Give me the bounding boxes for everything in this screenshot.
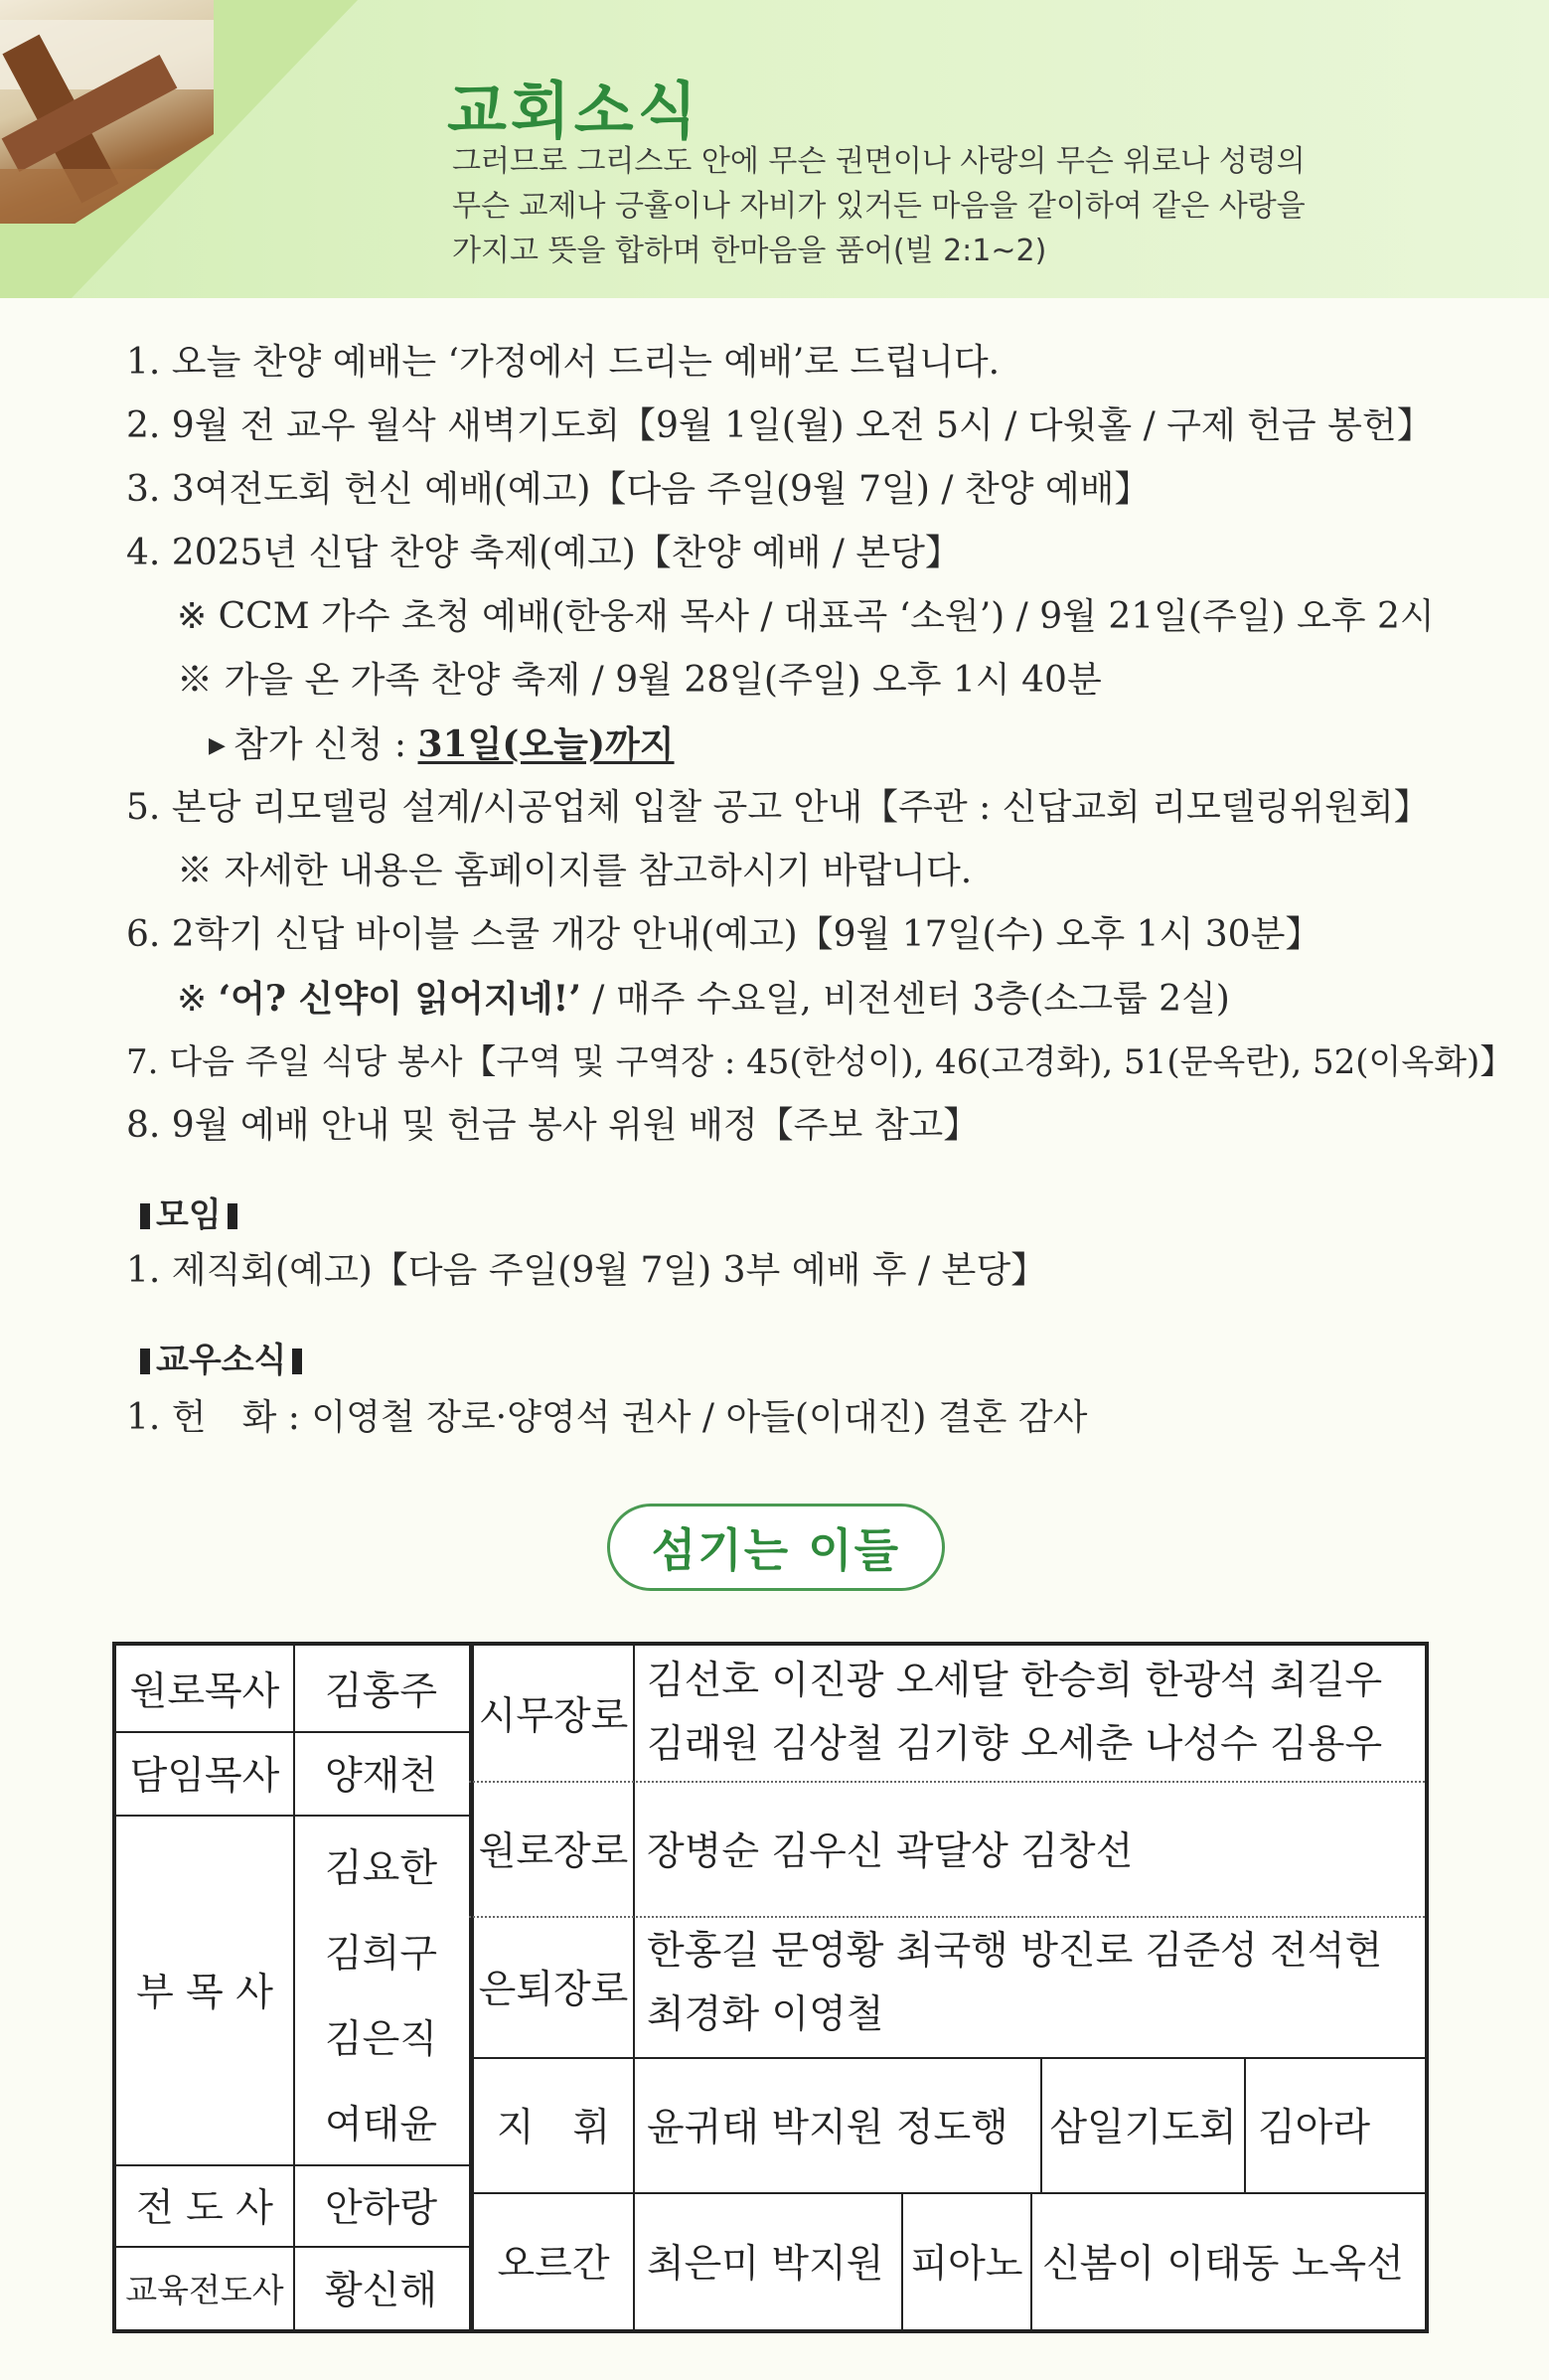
- conductor-names: 윤귀태 박지원 정도행: [647, 2106, 1008, 2150]
- conductor-label: 지 휘: [496, 2106, 611, 2150]
- announcement-item: 2. 9월 전 교우 월삭 새벽기도회【9월 1일(월) 오전 5시 / 다윗홀 / 구제 헌금 봉헌】: [126, 405, 1433, 446]
- announcement-item: 3. 3여전도회 헌신 예배(예고)【다음 주일(9월 7일) / 찬양 예배】: [126, 469, 1151, 510]
- retired-elders-label: 은퇴장로: [478, 1968, 629, 2012]
- announcement-item: 1. 오늘 찬양 예배는 ‘가정에서 드리는 예배’로 드립니다.: [126, 342, 1001, 383]
- staff-table: [112, 1642, 1429, 2333]
- meeting-item: 1. 제직회(예고)【다음 주일(9월 7일) 3부 예배 후 / 본당】: [126, 1250, 1047, 1291]
- emeritus-elders-label: 원로장로: [478, 1829, 629, 1874]
- announcement-item: 7. 다음 주일 식당 봉사【구역 및 구역장 : 45(한성이), 46(고경화), 51(문옥란), 52(이옥화)】: [126, 1042, 1514, 1082]
- serving-elders-names: 김선호 이진광 오세달 한승희 한광석 최길우 김래원 김상철 김기향 오세춘 나성수 김용우: [647, 1659, 1383, 1767]
- apply-note: [209, 720, 675, 774]
- verse-line: 그러므로 그리스도 안에 무슨 권면이나 사랑의 무슨 위로나 성령의: [452, 144, 1306, 179]
- education-evangelist-label: 교육전도사: [125, 2270, 284, 2309]
- emeritus-elders-names: 장병순 김우신 곽달상 김창선: [647, 1829, 1134, 1874]
- arrow-right-icon: ▶: [209, 733, 226, 758]
- cross-bible-image: [0, 0, 214, 224]
- servers-heading: 섬기는 이들: [607, 1504, 945, 1591]
- wednesday-prayer-name: 김아라: [1258, 2106, 1371, 2150]
- announcement-item: 6. 2학기 신답 바이블 스쿨 개강 안내(예고)【9월 17일(수) 오후 1시 30분】: [126, 914, 1321, 955]
- announcement-item: 8. 9월 예배 안내 및 헌금 봉사 위원 배정【주보 참고】: [126, 1105, 980, 1146]
- evangelist-name: 안하랑: [324, 2186, 438, 2231]
- apply-deadline: 31일(오늘)까지: [417, 723, 675, 765]
- announcement-note: [177, 975, 1230, 1024]
- header-banner: [0, 0, 1549, 298]
- emeritus-pastor-label: 원로목사: [129, 1669, 280, 1714]
- senior-pastor-name: 양재천: [324, 1754, 438, 1799]
- associate-pastor-name: 김은직: [324, 2017, 438, 2062]
- associate-pastor-name: 여태윤: [324, 2103, 438, 2147]
- apply-label: 참가 신청 :: [232, 724, 407, 765]
- page-title: 교회소식: [447, 75, 701, 147]
- scripture-verse: [452, 139, 1446, 273]
- education-evangelist-name: 황신해: [324, 2269, 438, 2313]
- announcement-item: 5. 본당 리모델링 설계/시공업체 입찰 공고 안내【주관 : 신답교회 리모델링위원회】: [126, 787, 1430, 828]
- verse-line: 무슨 교제나 긍휼이나 자비가 있거든 마음을 같이하여 같은 사랑을: [452, 189, 1306, 224]
- wednesday-prayer-label: 삼일기도회: [1049, 2106, 1237, 2150]
- retired-elders-names: 한홍길 문영황 최국행 방진로 김준성 전석현 최경화 이영철: [647, 1929, 1383, 2037]
- senior-pastor-label: 담임목사: [129, 1754, 280, 1799]
- member-news-heading: 교우소식: [134, 1333, 308, 1381]
- emeritus-pastor-name: 김홍주: [324, 1669, 438, 1714]
- announcement-item: 4. 2025년 신답 찬양 축제(예고)【찬양 예배 / 본당】: [126, 533, 961, 573]
- serving-elders-label: 시무장로: [478, 1694, 629, 1739]
- associate-pastor-name: 김요한: [324, 1846, 438, 1891]
- organist-names: 최은미 박지원: [647, 2242, 884, 2287]
- note-mark: ※: [177, 979, 219, 1020]
- course-detail: / 매주 수요일, 비전센터 3층(소그룹 2실): [580, 979, 1230, 1020]
- piano-label: 피아노: [910, 2242, 1023, 2287]
- announcement-note: ※ 가을 온 가족 찬양 축제 / 9월 28일(주일) 오후 1시 40분: [177, 660, 1102, 701]
- pianist-names: 신봄이 이태동 노옥선: [1042, 2242, 1404, 2287]
- announcement-note: ※ 자세한 내용은 홈페이지를 참고하시기 바랍니다.: [177, 851, 973, 891]
- member-news-item: 1. 헌 화 : 이영철 장로·양영석 권사 / 아들(이대진) 결혼 감사: [126, 1397, 1088, 1438]
- evangelist-label: 전 도 사: [136, 2186, 273, 2231]
- organ-label: 오르간: [497, 2242, 610, 2287]
- meetings-heading: 모임: [134, 1188, 243, 1236]
- associate-pastor-label: 부 목 사: [136, 1971, 273, 2015]
- announcement-note: ※ CCM 가수 초청 예배(한웅재 목사 / 대표곡 ‘소원’) / 9월 21일(주일) 오후 2시: [177, 596, 1435, 637]
- associate-pastor-name: 김희구: [324, 1932, 438, 1977]
- verse-line: 가지고 뜻을 합하며 한마음을 품어(빌 2:1~2): [452, 234, 1047, 268]
- course-title: ‘어? 신약이 읽어지네!’: [218, 978, 581, 1020]
